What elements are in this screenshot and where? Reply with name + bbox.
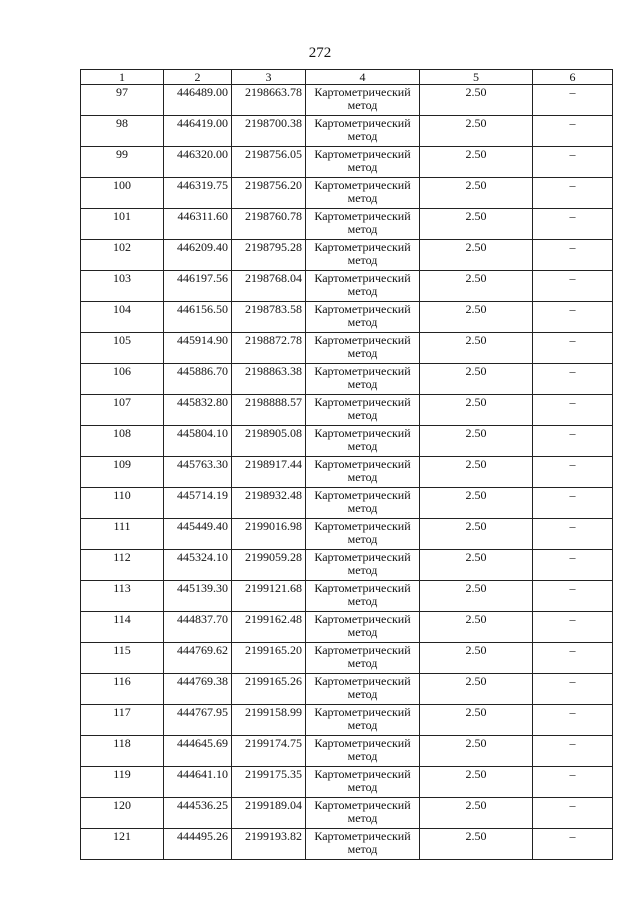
method-cell [306,302,420,333]
method-line: метод [347,842,378,856]
method-line: метод [347,780,378,794]
note-cell: – [533,457,613,488]
y-coordinate-cell: 2198863.38 [232,364,306,395]
method-cell [306,705,420,736]
method-line: метод [347,191,378,205]
table-row [81,736,613,767]
x-coordinate-cell: 444769.62 [164,643,232,674]
method-cell [306,798,420,829]
x-coordinate-cell: 445714.19 [164,488,232,519]
x-coordinate-cell: 445139.30 [164,581,232,612]
method-line: Картометрический [314,643,411,657]
method-line: Картометрический [314,674,411,688]
x-coordinate-cell: 446197.56 [164,271,232,302]
method-line: Картометрический [314,550,411,564]
method-line: метод [347,160,378,174]
method-cell [306,240,420,271]
note-cell: – [533,364,613,395]
method-cell [306,457,420,488]
method-line: метод [347,563,378,577]
x-coordinate-cell: 444767.95 [164,705,232,736]
accuracy-cell: 2.50 [420,85,533,116]
table-row [81,674,613,705]
point-number-cell: 104 [81,302,164,333]
x-coordinate-cell: 445763.30 [164,457,232,488]
method-line: метод [347,253,378,267]
y-coordinate-cell: 2198795.28 [232,240,306,271]
column-header: 3 [232,70,306,85]
method-line: метод [347,749,378,763]
table-row [81,519,613,550]
x-coordinate-cell: 445804.10 [164,426,232,457]
y-coordinate-cell: 2199193.82 [232,829,306,860]
table-row [81,364,613,395]
note-cell: – [533,209,613,240]
point-number-cell: 117 [81,705,164,736]
y-coordinate-cell: 2198905.08 [232,426,306,457]
note-cell: – [533,736,613,767]
method-line: Картометрический [314,457,411,471]
accuracy-cell: 2.50 [420,457,533,488]
y-coordinate-cell: 2199174.75 [232,736,306,767]
method-line: Картометрический [314,736,411,750]
table-row [81,457,613,488]
method-line: Картометрический [314,767,411,781]
note-cell: – [533,767,613,798]
table-row [81,240,613,271]
note-cell: – [533,798,613,829]
method-line: Картометрический [314,209,411,223]
x-coordinate-cell: 446489.00 [164,85,232,116]
note-cell: – [533,240,613,271]
y-coordinate-cell: 2199189.04 [232,798,306,829]
method-cell [306,736,420,767]
method-cell [306,519,420,550]
method-cell [306,116,420,147]
point-number-cell: 99 [81,147,164,178]
method-cell [306,209,420,240]
table-row [81,581,613,612]
y-coordinate-cell: 2199165.26 [232,674,306,705]
page-number: 272 [308,45,332,61]
y-coordinate-cell: 2198768.04 [232,271,306,302]
x-coordinate-cell: 446319.75 [164,178,232,209]
accuracy-cell: 2.50 [420,271,533,302]
point-number-cell: 107 [81,395,164,426]
accuracy-cell: 2.50 [420,364,533,395]
x-coordinate-cell: 446311.60 [164,209,232,240]
y-coordinate-cell: 2198663.78 [232,85,306,116]
y-coordinate-cell: 2198872.78 [232,333,306,364]
method-line: Картометрический [314,85,411,99]
point-number-cell: 120 [81,798,164,829]
accuracy-cell: 2.50 [420,116,533,147]
method-cell [306,333,420,364]
accuracy-cell: 2.50 [420,519,533,550]
method-line: Картометрический [314,705,411,719]
note-cell: – [533,426,613,457]
note-cell: – [533,178,613,209]
method-cell [306,643,420,674]
y-coordinate-cell: 2198932.48 [232,488,306,519]
accuracy-cell: 2.50 [420,736,533,767]
column-header: 1 [81,70,164,85]
method-cell [306,147,420,178]
method-line: Картометрический [314,147,411,161]
x-coordinate-cell: 445832.80 [164,395,232,426]
method-line: метод [347,439,378,453]
accuracy-cell: 2.50 [420,705,533,736]
table-row [81,333,613,364]
table-header [81,70,613,85]
method-line: метод [347,811,378,825]
table-row [81,705,613,736]
y-coordinate-cell: 2199158.99 [232,705,306,736]
method-cell [306,829,420,860]
column-header: 4 [306,70,420,85]
table-row [81,302,613,333]
method-cell [306,395,420,426]
accuracy-cell: 2.50 [420,643,533,674]
header-row [81,70,613,85]
table-row [81,767,613,798]
table-row [81,147,613,178]
accuracy-cell: 2.50 [420,829,533,860]
method-line: метод [347,625,378,639]
accuracy-cell: 2.50 [420,333,533,364]
method-line: метод [347,284,378,298]
method-line: Картометрический [314,116,411,130]
method-cell [306,364,420,395]
note-cell: – [533,519,613,550]
method-line: метод [347,656,378,670]
method-cell [306,550,420,581]
x-coordinate-cell: 445886.70 [164,364,232,395]
table-row [81,829,613,860]
point-number-cell: 105 [81,333,164,364]
point-number-cell: 119 [81,767,164,798]
method-line: Картометрический [314,178,411,192]
point-number-cell: 116 [81,674,164,705]
x-coordinate-cell: 444641.10 [164,767,232,798]
method-line: Картометрический [314,364,411,378]
method-cell [306,488,420,519]
point-number-cell: 97 [81,85,164,116]
accuracy-cell: 2.50 [420,395,533,426]
coordinates-table [80,69,613,860]
x-coordinate-cell: 445449.40 [164,519,232,550]
table-body [81,85,613,860]
method-line: метод [347,470,378,484]
x-coordinate-cell: 445914.90 [164,333,232,364]
table-row [81,85,613,116]
x-coordinate-cell: 444536.25 [164,798,232,829]
point-number-cell: 109 [81,457,164,488]
accuracy-cell: 2.50 [420,798,533,829]
x-coordinate-cell: 444645.69 [164,736,232,767]
y-coordinate-cell: 2199165.20 [232,643,306,674]
accuracy-cell: 2.50 [420,674,533,705]
note-cell: – [533,302,613,333]
note-cell: – [533,147,613,178]
accuracy-cell: 2.50 [420,209,533,240]
accuracy-cell: 2.50 [420,581,533,612]
table-row [81,612,613,643]
accuracy-cell: 2.50 [420,178,533,209]
y-coordinate-cell: 2199121.68 [232,581,306,612]
point-number-cell: 113 [81,581,164,612]
y-coordinate-cell: 2199016.98 [232,519,306,550]
method-line: метод [347,532,378,546]
method-line: метод [347,222,378,236]
accuracy-cell: 2.50 [420,240,533,271]
point-number-cell: 102 [81,240,164,271]
method-line: метод [347,377,378,391]
table-row [81,116,613,147]
note-cell: – [533,550,613,581]
method-line: Картометрический [314,426,411,440]
y-coordinate-cell: 2198917.44 [232,457,306,488]
note-cell: – [533,612,613,643]
method-line: Картометрический [314,395,411,409]
y-coordinate-cell: 2199162.48 [232,612,306,643]
note-cell: – [533,271,613,302]
y-coordinate-cell: 2198783.58 [232,302,306,333]
method-cell [306,767,420,798]
method-line: Картометрический [314,519,411,533]
y-coordinate-cell: 2199059.28 [232,550,306,581]
point-number-cell: 115 [81,643,164,674]
accuracy-cell: 2.50 [420,488,533,519]
note-cell: – [533,116,613,147]
method-line: метод [347,687,378,701]
method-line: Картометрический [314,333,411,347]
y-coordinate-cell: 2199175.35 [232,767,306,798]
method-cell [306,85,420,116]
point-number-cell: 112 [81,550,164,581]
note-cell: – [533,85,613,116]
note-cell: – [533,674,613,705]
x-coordinate-cell: 444495.26 [164,829,232,860]
point-number-cell: 98 [81,116,164,147]
table-row [81,488,613,519]
point-number-cell: 106 [81,364,164,395]
x-coordinate-cell: 446419.00 [164,116,232,147]
method-line: Картометрический [314,612,411,626]
note-cell: – [533,643,613,674]
y-coordinate-cell: 2198700.38 [232,116,306,147]
x-coordinate-cell: 444837.70 [164,612,232,643]
method-line: Картометрический [314,271,411,285]
point-number-cell: 103 [81,271,164,302]
y-coordinate-cell: 2198756.20 [232,178,306,209]
method-line: метод [347,315,378,329]
accuracy-cell: 2.50 [420,147,533,178]
accuracy-cell: 2.50 [420,612,533,643]
note-cell: – [533,488,613,519]
method-cell [306,178,420,209]
method-line: Картометрический [314,581,411,595]
point-number-cell: 121 [81,829,164,860]
point-number-cell: 100 [81,178,164,209]
method-line: метод [347,718,378,732]
table-row [81,426,613,457]
point-number-cell: 101 [81,209,164,240]
method-cell [306,674,420,705]
point-number-cell: 114 [81,612,164,643]
table-row [81,798,613,829]
table-row [81,209,613,240]
point-number-cell: 108 [81,426,164,457]
note-cell: – [533,395,613,426]
point-number-cell: 111 [81,519,164,550]
method-line: Картометрический [314,798,411,812]
method-line: метод [347,408,378,422]
y-coordinate-cell: 2198888.57 [232,395,306,426]
note-cell: – [533,581,613,612]
accuracy-cell: 2.50 [420,550,533,581]
accuracy-cell: 2.50 [420,767,533,798]
method-cell [306,426,420,457]
note-cell: – [533,829,613,860]
column-header: 5 [420,70,533,85]
method-cell [306,271,420,302]
table-row [81,643,613,674]
table-row [81,178,613,209]
accuracy-cell: 2.50 [420,426,533,457]
x-coordinate-cell: 446156.50 [164,302,232,333]
table-row [81,395,613,426]
method-line: Картометрический [314,302,411,316]
x-coordinate-cell: 445324.10 [164,550,232,581]
column-header: 6 [533,70,613,85]
method-line: метод [347,594,378,608]
method-line: Картометрический [314,240,411,254]
table-row [81,271,613,302]
method-line: метод [347,346,378,360]
note-cell: – [533,333,613,364]
method-line: Картометрический [314,488,411,502]
point-number-cell: 110 [81,488,164,519]
method-line: Картометрический [314,829,411,843]
table-row [81,550,613,581]
accuracy-cell: 2.50 [420,302,533,333]
method-cell [306,581,420,612]
x-coordinate-cell: 446320.00 [164,147,232,178]
note-cell: – [533,705,613,736]
x-coordinate-cell: 446209.40 [164,240,232,271]
y-coordinate-cell: 2198756.05 [232,147,306,178]
method-line: метод [347,501,378,515]
y-coordinate-cell: 2198760.78 [232,209,306,240]
method-line: метод [347,129,378,143]
point-number-cell: 118 [81,736,164,767]
column-header: 2 [164,70,232,85]
x-coordinate-cell: 444769.38 [164,674,232,705]
method-line: метод [347,98,378,112]
method-cell [306,612,420,643]
